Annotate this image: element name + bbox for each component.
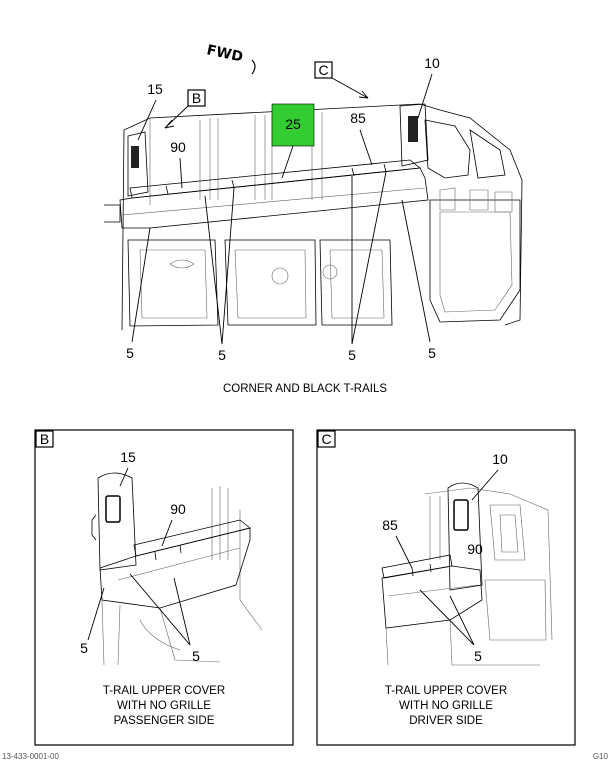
main-view — [104, 42, 522, 395]
callout-25: 25 — [285, 116, 301, 132]
detail-b-callout-15: 15 — [120, 449, 136, 465]
detail-view-b — [35, 430, 293, 745]
fwd-arrow-icon — [252, 60, 255, 74]
footer-right-code: G10 — [592, 752, 608, 761]
detail-b-t-rail — [100, 528, 250, 608]
view-ref-b: B — [191, 90, 202, 106]
corner-cover-right — [400, 104, 428, 166]
callout-5-center-left: 5 — [218, 347, 226, 363]
detail-b-frame — [35, 430, 293, 745]
detail-c-callout-90: 90 — [467, 541, 483, 557]
callout-5-right: 5 — [428, 345, 436, 361]
callout-85: 85 — [350, 110, 366, 126]
detail-c-frame — [317, 430, 575, 745]
detail-c-caption-line-2: WITH NO GRILLE — [399, 700, 493, 712]
detail-c-t-rail — [382, 566, 482, 628]
callout-5-left: 5 — [126, 345, 134, 361]
detail-b-callout-5-left: 5 — [80, 640, 88, 656]
callout-15: 15 — [147, 81, 163, 97]
detail-b-caption-line-3: PASSENGER SIDE — [113, 715, 215, 727]
detail-b-caption-line-2: WITH NO GRILLE — [117, 700, 211, 712]
detail-b-ref: B — [39, 431, 50, 447]
detail-b-callout-90: 90 — [170, 501, 186, 517]
detail-c-corner-cover — [448, 483, 482, 590]
detail-c-caption-line-1: T-RAIL UPPER COVER — [384, 685, 508, 697]
callout-5-center-right: 5 — [348, 347, 356, 363]
detail-c-callout-10: 10 — [492, 451, 508, 467]
cab-back-wall — [122, 104, 522, 330]
detail-b-callout-5-right: 5 — [192, 648, 200, 664]
detail-b-caption-line-1: T-RAIL UPPER COVER — [102, 685, 226, 697]
detail-view-c — [317, 430, 575, 745]
detail-c-ref: C — [321, 431, 332, 447]
fwd-label: FWD — [205, 42, 245, 66]
view-ref-c: C — [318, 62, 329, 78]
footer-left-code: 13-433-0001-00 — [2, 752, 59, 761]
t-rail — [104, 160, 428, 228]
detail-c-callout-85: 85 — [382, 517, 398, 533]
detail-c-callout-5: 5 — [474, 648, 482, 664]
callout-90: 90 — [170, 139, 186, 155]
callout-10: 10 — [424, 55, 440, 71]
detail-c-caption-line-3: DRIVER SIDE — [409, 715, 483, 727]
main-caption: CORNER AND BLACK T-RAILS — [222, 383, 388, 395]
